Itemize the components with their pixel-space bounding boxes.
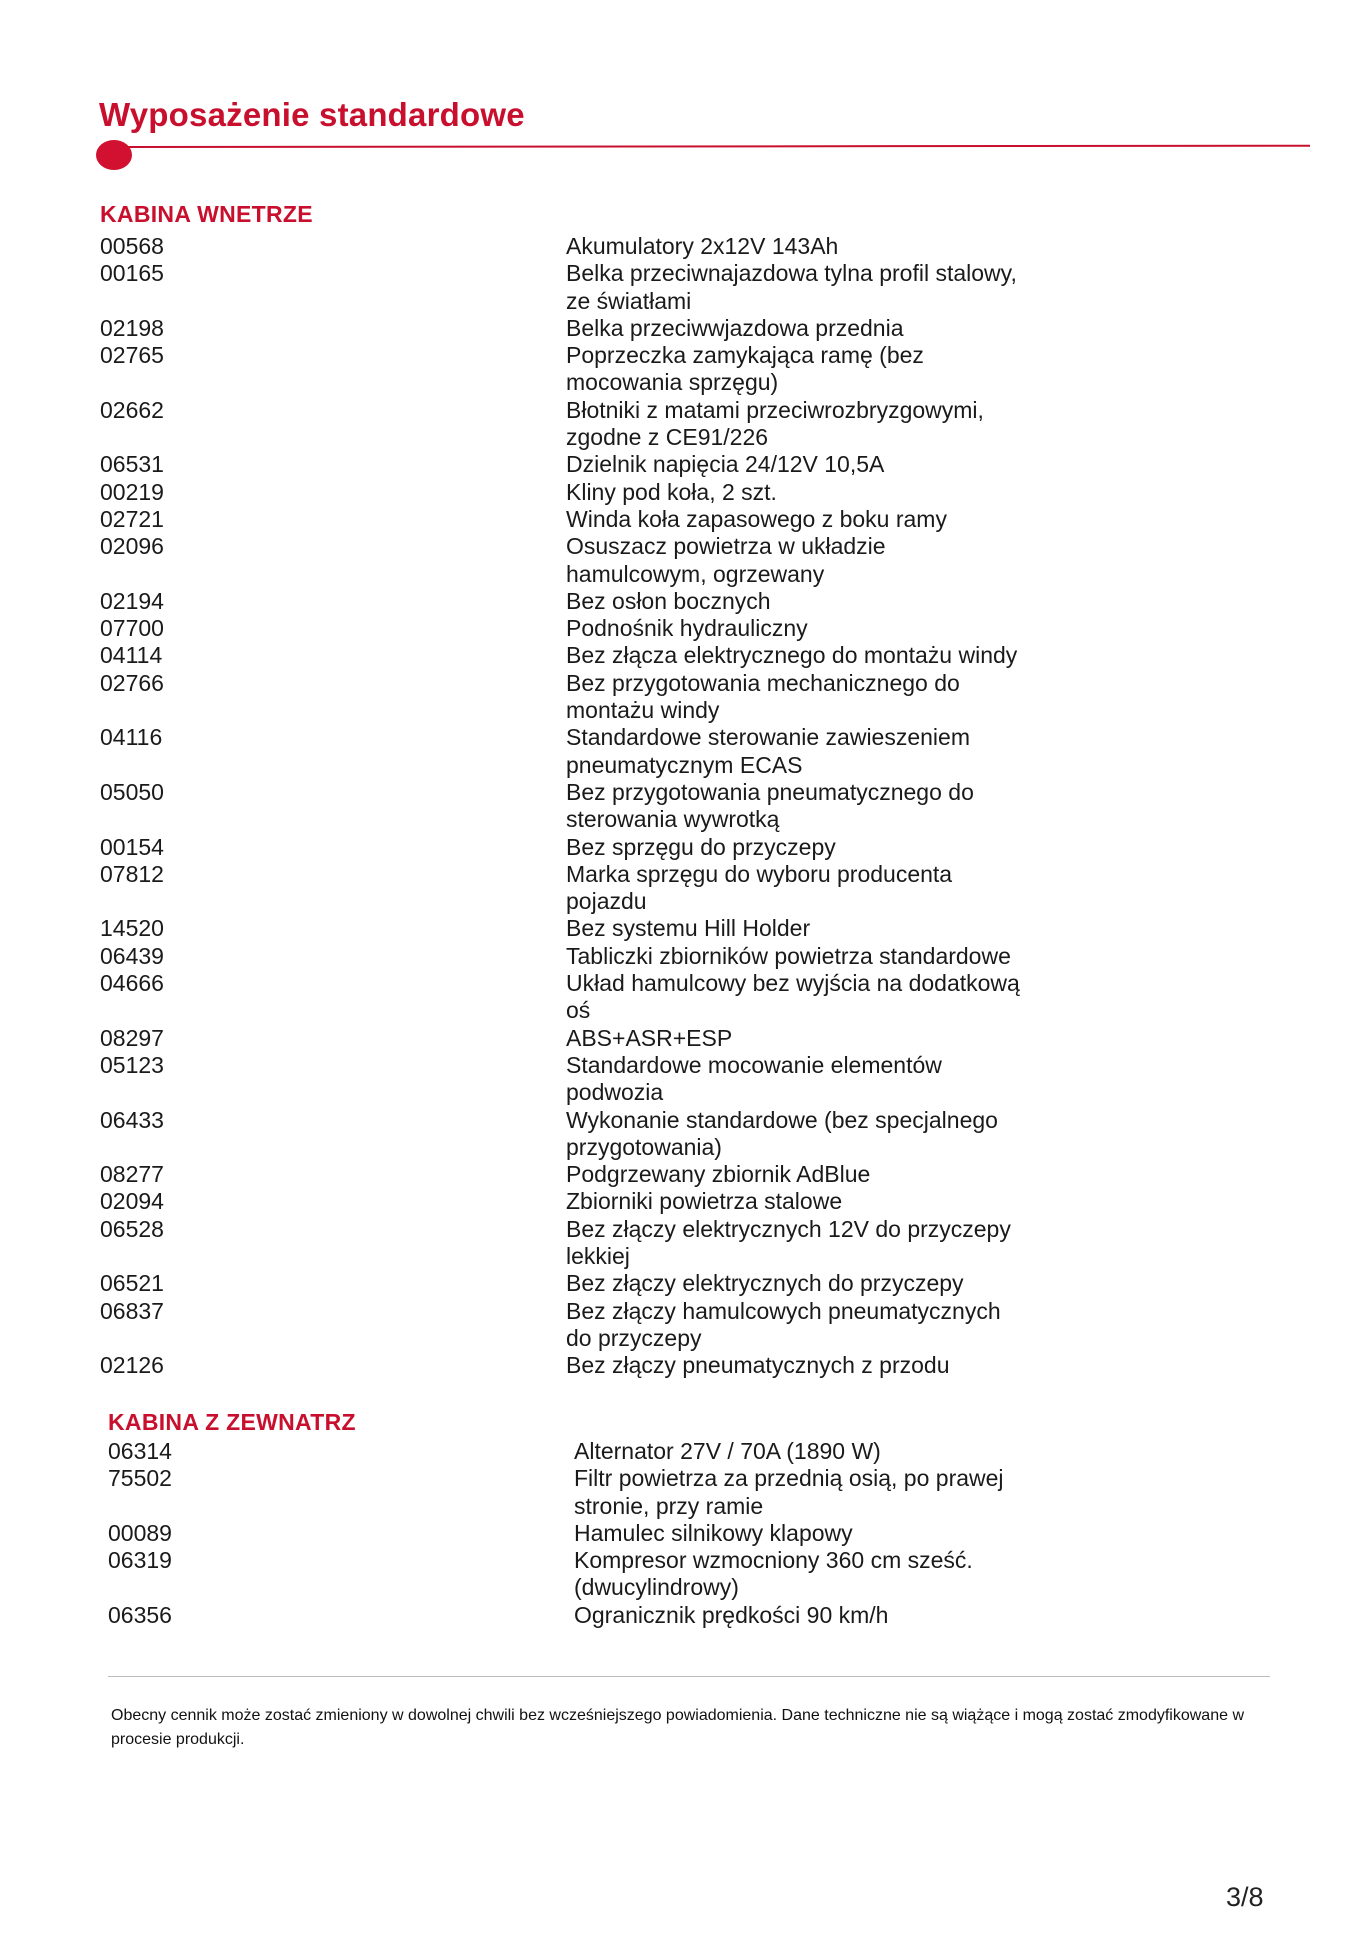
option-description: Akumulatory 2x12V 143Ah xyxy=(566,233,839,259)
option-description: Bez złączy pneumatycznych z przodu xyxy=(566,1352,950,1379)
option-description: Błotniki z matami przeciwrozbryzgowymi, zgodne z CE91/226 xyxy=(566,396,984,451)
option-description: Podnośnik hydrauliczny xyxy=(566,615,808,642)
option-description: Hamulec silnikowy klapowy xyxy=(574,1519,853,1546)
equipment-row xyxy=(100,1298,1026,1353)
equipment-row xyxy=(100,533,1026,588)
title-underline xyxy=(112,145,1310,148)
option-description: Podgrzewany zbiornik AdBlue xyxy=(566,1161,871,1188)
option-code: 04114 xyxy=(100,642,163,669)
option-description: Bez złącza elektrycznego do montażu windy xyxy=(566,642,1018,669)
equipment-list-kabina-wnetrze xyxy=(100,233,1026,1379)
equipment-row xyxy=(100,1052,1026,1107)
option-code: 04116 xyxy=(100,724,163,751)
option-description: Układ hamulcowy bez wyjścia na dodatkową oś xyxy=(566,970,1020,1024)
equipment-row xyxy=(100,1107,1026,1162)
option-code: 14520 xyxy=(100,915,164,942)
option-description: Bez złączy elektrycznych 12V do przyczepy lekkiej xyxy=(566,1215,1011,1269)
option-code: 02662 xyxy=(100,396,164,423)
page-number: 3/8 xyxy=(1226,1882,1264,1912)
option-code: 02096 xyxy=(100,533,164,560)
equipment-row xyxy=(100,233,1026,260)
disclaimer-text: Obecny cennik może zostać zmieniony w dowolnej chwili bez wcześniejszego powiadomienia. Dane techniczne nie są wiążące i mogą zostać zmodyfikowane w procesie produkcji. xyxy=(111,1707,1244,1748)
footer-divider xyxy=(108,1676,1270,1677)
option-code: 02198 xyxy=(100,314,164,341)
option-description: ABS+ASR+ESP xyxy=(566,1024,733,1051)
option-description: Winda koła zapasowego z boku ramy xyxy=(566,505,947,532)
option-description: Alternator 27V / 70A (1890 W) xyxy=(574,1438,881,1464)
option-description: Bez złączy hamulcowych pneumatycznych do przyczepy xyxy=(566,1297,1001,1351)
equipment-row xyxy=(100,1161,1026,1188)
option-description: Osuszacz powietrza w układzie hamulcowym, ogrzewany xyxy=(566,533,886,587)
option-code: 05050 xyxy=(100,778,164,805)
option-code: 06356 xyxy=(108,1601,172,1628)
option-description: Bez złączy elektrycznych do przyczepy xyxy=(566,1270,964,1297)
equipment-row xyxy=(100,779,1026,834)
equipment-row xyxy=(100,260,1026,315)
option-code: 00154 xyxy=(100,833,164,860)
option-description: Bez systemu Hill Holder xyxy=(566,915,811,942)
page-title: Wyposażenie standardowe xyxy=(99,96,525,133)
equipment-row xyxy=(100,1025,1026,1052)
option-description: Standardowe sterowanie zawieszeniem pneumatycznym ECAS xyxy=(566,724,970,778)
equipment-row xyxy=(100,861,1026,916)
option-code: 04666 xyxy=(100,970,164,997)
option-description: Standardowe mocowanie elementów podwozia xyxy=(566,1051,942,1106)
equipment-row xyxy=(100,1216,1026,1271)
option-code: 00089 xyxy=(108,1519,172,1546)
option-code: 06531 xyxy=(100,451,164,478)
equipment-row xyxy=(100,724,1026,779)
equipment-row xyxy=(108,1520,1034,1547)
option-description: Filtr powietrza za przednią osią, po prawej stronie, przy ramie xyxy=(574,1465,1004,1519)
option-code: 08297 xyxy=(100,1024,164,1051)
option-description: Bez przygotowania mechanicznego do montażu windy xyxy=(566,669,960,724)
option-description: Wykonanie standardowe (bez specjalnego przygotowania) xyxy=(566,1106,998,1160)
option-code: 00568 xyxy=(100,233,164,259)
equipment-row xyxy=(100,506,1026,533)
equipment-row xyxy=(100,588,1026,615)
equipment-row xyxy=(108,1438,1034,1465)
equipment-row xyxy=(100,834,1026,861)
equipment-row xyxy=(100,642,1026,669)
option-code: 06528 xyxy=(100,1215,164,1242)
equipment-row xyxy=(108,1465,1034,1520)
equipment-row xyxy=(100,315,1026,342)
option-description: Bez przygotowania pneumatycznego do sterowania wywrotką xyxy=(566,778,974,833)
equipment-row xyxy=(100,615,1026,642)
equipment-row xyxy=(100,943,1026,970)
option-description: Kompresor wzmocniony 360 cm sześć. (dwucylindrowy) xyxy=(574,1547,973,1601)
option-description: Marka sprzęgu do wyboru producenta pojazdu xyxy=(566,860,953,915)
option-code: 02721 xyxy=(100,505,164,532)
option-description: Belka przeciwnajazdowa tylna profil stalowy, ze światłami xyxy=(566,260,1017,314)
equipment-row xyxy=(108,1547,1034,1602)
option-code: 06314 xyxy=(108,1438,172,1464)
option-description: Tabliczki zbiorników powietrza standardowe xyxy=(566,942,1011,969)
section-heading-kabina-wnetrze: KABINA WNETRZE xyxy=(100,201,313,227)
option-code: 02765 xyxy=(100,342,164,369)
option-code: 75502 xyxy=(108,1465,172,1492)
equipment-row xyxy=(100,1352,1026,1379)
equipment-row xyxy=(100,970,1026,1025)
option-code: 02194 xyxy=(100,587,164,614)
equipment-row xyxy=(100,397,1026,452)
title-bullet-dot xyxy=(96,140,132,170)
option-code: 02126 xyxy=(100,1352,164,1379)
equipment-row xyxy=(100,915,1026,942)
option-code: 00165 xyxy=(100,260,164,287)
equipment-row xyxy=(100,1188,1026,1215)
option-code: 06433 xyxy=(100,1106,164,1133)
option-description: Dzielnik napięcia 24/12V 10,5A xyxy=(566,451,885,478)
option-code: 06521 xyxy=(100,1270,164,1297)
option-description: Belka przeciwwjazdowa przednia xyxy=(566,314,904,341)
equipment-row xyxy=(100,670,1026,725)
section-heading-kabina-z-zewnatrz: KABINA Z ZEWNATRZ xyxy=(108,1409,356,1435)
option-description: Poprzeczka zamykająca ramę (bez mocowania sprzęgu) xyxy=(566,342,924,396)
option-code: 06837 xyxy=(100,1297,164,1324)
equipment-row xyxy=(100,1270,1026,1297)
option-code: 02766 xyxy=(100,669,164,696)
option-description: Kliny pod koła, 2 szt. xyxy=(566,478,777,505)
equipment-row xyxy=(108,1602,1034,1629)
option-code: 07812 xyxy=(100,860,164,887)
option-description: Bez sprzęgu do przyczepy xyxy=(566,833,836,860)
equipment-row xyxy=(100,342,1026,397)
equipment-row xyxy=(100,479,1026,506)
option-description: Zbiorniki powietrza stalowe xyxy=(566,1188,843,1215)
option-code: 00219 xyxy=(100,478,164,505)
option-code: 06439 xyxy=(100,942,164,969)
equipment-list-kabina-z-zewnatrz xyxy=(108,1438,1034,1629)
option-code: 02094 xyxy=(100,1188,164,1215)
option-code: 07700 xyxy=(100,615,164,642)
equipment-row xyxy=(100,451,1026,478)
option-code: 06319 xyxy=(108,1547,172,1574)
option-description: Bez osłon bocznych xyxy=(566,587,771,614)
option-code: 05123 xyxy=(100,1051,164,1078)
option-code: 08277 xyxy=(100,1161,164,1188)
option-description: Ogranicznik prędkości 90 km/h xyxy=(574,1601,889,1628)
